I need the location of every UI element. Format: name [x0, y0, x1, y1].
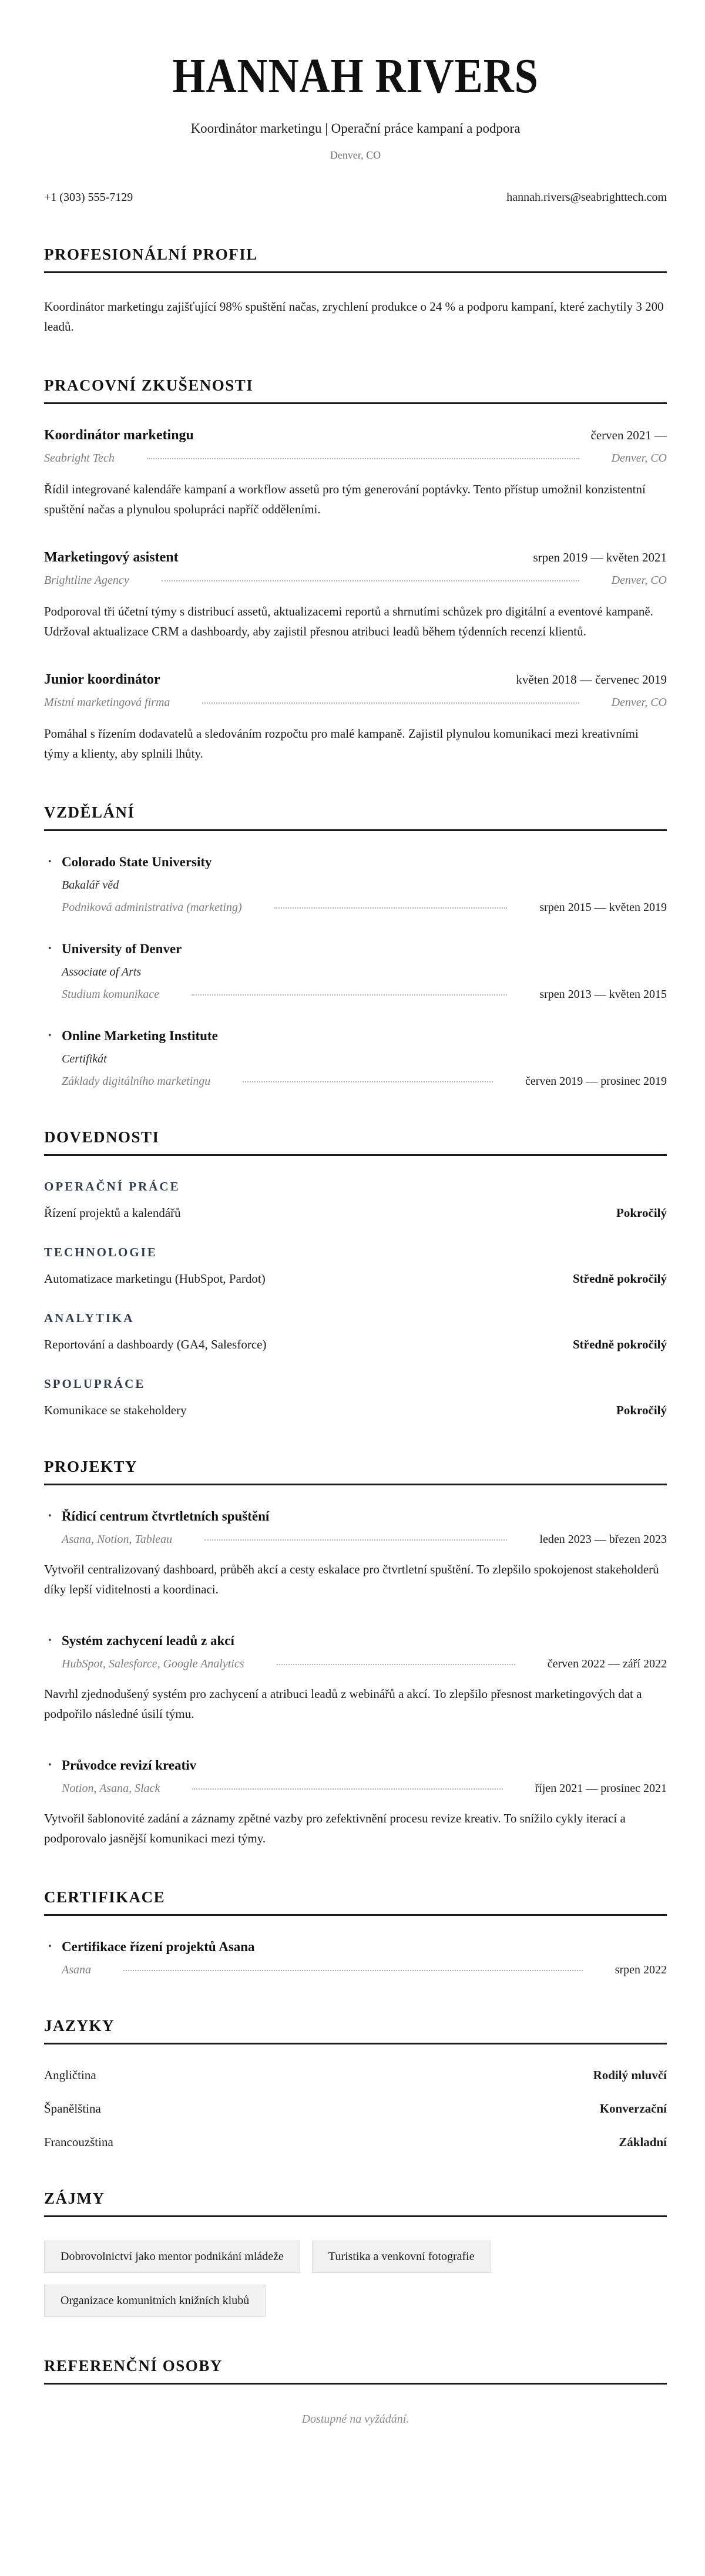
skill-name: Řízení projektů a kalendářů	[44, 1206, 181, 1220]
bullet-icon: ·	[48, 1939, 52, 1954]
education-heading: VZDĚLÁNÍ	[44, 803, 667, 831]
job-entry	[44, 672, 667, 764]
references-note: Dostupné na vyžádání.	[301, 2413, 409, 2426]
dotted-leader	[192, 1788, 502, 1790]
project-entry	[44, 1509, 667, 1599]
skill-category: OPERAČNÍ PRÁCE	[44, 1179, 180, 1194]
dotted-leader	[277, 1664, 515, 1665]
degree: Certifikát	[62, 1052, 107, 1066]
language-level: Základní	[619, 2135, 667, 2150]
interest-chips	[44, 2241, 632, 2317]
experience-heading: PRACOVNÍ ZKUŠENOSTI	[44, 376, 667, 404]
languages-heading: JAZYKY	[44, 2017, 667, 2044]
certification-issuer: Asana	[62, 1963, 91, 1977]
dotted-leader	[192, 994, 507, 996]
school-name: · Online Marketing Institute	[48, 1028, 218, 1044]
section-education	[44, 803, 667, 1088]
section-certifications	[44, 1888, 667, 1977]
language-name: Francouzština	[44, 2135, 113, 2150]
section-interests	[44, 2190, 667, 2317]
skill-group	[44, 1245, 667, 1286]
job-dates: srpen 2019 — květen 2021	[533, 550, 667, 565]
section-languages	[44, 2017, 667, 2150]
section-experience	[44, 376, 667, 764]
skill-level: Středně pokročilý	[572, 1337, 667, 1352]
skill-level: Pokročilý	[616, 1206, 667, 1220]
skill-level: Středně pokročilý	[572, 1272, 667, 1286]
job-description: Řídil integrované kalendáře kampaní a workflow assetů pro tým generování poptávky. Tento přístup umožnil konzistentní spuštění načas a plynulou spolupráci napříč odděleními.	[44, 482, 646, 517]
education-dates: srpen 2013 — květen 2015	[539, 988, 667, 1001]
job-location: Denver, CO	[611, 574, 667, 587]
language-level: Konverzační	[599, 2101, 667, 2116]
profile-text: Koordinátor marketingu zajišťující 98% spuštění načas, zrychlení produkce o 24 % a podporu kampaní, které zachytily 3 200 leadů.	[44, 300, 664, 334]
job-title: Junior koordinátor	[44, 672, 160, 688]
email-address: hannah.rivers@seabrighttech.com	[506, 191, 667, 204]
project-tools: HubSpot, Salesforce, Google Analytics	[62, 1657, 244, 1671]
dotted-leader	[123, 1970, 583, 1971]
skill-category: SPOLUPRÁCE	[44, 1377, 146, 1391]
skills-heading: DOVEDNOSTI	[44, 1128, 667, 1156]
certification-name: · Certifikace řízení projektů Asana	[48, 1939, 255, 1955]
section-references	[44, 2357, 667, 2426]
certifications-heading: CERTIFIKACE	[44, 1888, 667, 1916]
section-projects	[44, 1458, 667, 1848]
job-entry	[44, 428, 667, 519]
education-entry	[44, 941, 667, 1001]
job-entry	[44, 550, 667, 641]
skill-group	[44, 1377, 667, 1418]
project-description: Navrhl zjednodušený systém pro zachycení a atribuci leadů z webinářů a akcí. To zlepšilo přesnost marketingových dat a podpořilo následné úsilí týmu.	[44, 1687, 642, 1721]
contact-row	[44, 191, 667, 204]
language-name: Angličtina	[44, 2068, 96, 2083]
job-description: Podporoval tři účetní týmy s distribucí assetů, aktualizacemi reportů a shrnutími schůzek pro digitální a eventové kampaně. Udržoval aktualizace CRM a dashboardy, aby zajistil přesnou atribuci leadů během týdenních recenzí klientů.	[44, 604, 653, 639]
language-row	[44, 2068, 667, 2083]
skill-group	[44, 1311, 667, 1352]
project-description: Vytvořil šablonovité zadání a záznamy zpětné vazby pro zefektivnění procesu revize kreativ. To snížilo cykly iterací a podporovalo jasnější komunikaci mezi týmy.	[44, 1811, 626, 1846]
language-name: Španělština	[44, 2101, 101, 2116]
language-level: Rodilý mluvčí	[593, 2068, 667, 2083]
phone-number: +1 (303) 555-7129	[44, 191, 133, 204]
job-dates: květen 2018 — červenec 2019	[516, 672, 667, 687]
project-dates: červen 2022 — září 2022	[547, 1657, 667, 1671]
skill-name: Reportování a dashboardy (GA4, Salesforce)	[44, 1337, 267, 1352]
bullet-icon: ·	[48, 1028, 52, 1043]
candidate-name: HANNAH RIVERS	[172, 49, 539, 103]
language-row	[44, 2101, 667, 2116]
section-profile	[44, 246, 667, 337]
education-dates: srpen 2015 — květen 2019	[539, 901, 667, 914]
dotted-leader	[162, 580, 579, 581]
certification-entry	[44, 1939, 667, 1977]
field-of-study: Základy digitálního marketingu	[62, 1075, 211, 1088]
bullet-icon: ·	[48, 1757, 52, 1773]
bullet-icon: ·	[48, 1508, 52, 1524]
project-description: Vytvořil centralizovaný dashboard, průběh akcí a cesty eskalace pro čtvrtletní spuštění. To zlepšilo spokojenost stakeholderů díky lepší viditelnosti a koordinaci.	[44, 1562, 659, 1597]
references-heading: REFERENČNÍ OSOBY	[44, 2357, 667, 2385]
degree: Bakalář věd	[62, 879, 119, 892]
candidate-title: Koordinátor marketingu | Operační práce kampaní a podpora	[190, 121, 521, 136]
dotted-leader	[204, 1539, 507, 1541]
projects-heading: PROJEKTY	[44, 1458, 667, 1485]
project-name: · Systém zachycení leadů z akcí	[48, 1633, 234, 1649]
skill-name: Komunikace se stakeholdery	[44, 1403, 187, 1418]
skill-category: TECHNOLOGIE	[44, 1245, 157, 1260]
project-entry	[44, 1633, 667, 1724]
dotted-leader	[243, 1081, 493, 1082]
project-entry	[44, 1758, 667, 1848]
education-dates: červen 2019 — prosinec 2019	[525, 1075, 667, 1088]
interest-chip: Organizace komunitních knižních klubů	[44, 2285, 266, 2317]
job-dates: červen 2021 —	[590, 428, 667, 443]
certification-dates: srpen 2022	[615, 1963, 667, 1977]
bullet-icon: ·	[48, 941, 52, 956]
job-company: Seabright Tech	[44, 452, 115, 465]
job-location: Denver, CO	[611, 696, 667, 709]
dotted-leader	[147, 458, 579, 459]
dotted-leader	[202, 702, 579, 704]
school-name: · University of Denver	[48, 941, 182, 957]
job-company: Brightline Agency	[44, 574, 129, 587]
resume-header	[44, 49, 667, 204]
project-tools: Notion, Asana, Slack	[62, 1782, 160, 1795]
language-row	[44, 2135, 667, 2150]
field-of-study: Studium komunikace	[62, 988, 160, 1001]
job-title: Marketingový asistent	[44, 550, 179, 566]
interest-chip: Turistika a venkovní fotografie	[312, 2241, 491, 2273]
education-entry	[44, 1028, 667, 1088]
bullet-icon: ·	[48, 1633, 52, 1648]
field-of-study: Podniková administrativa (marketing)	[62, 901, 242, 914]
skill-name: Automatizace marketingu (HubSpot, Pardot)	[44, 1272, 266, 1286]
candidate-location: Denver, CO	[330, 149, 381, 161]
interest-chip: Dobrovolnictví jako mentor podnikání mládeže	[44, 2241, 300, 2273]
dotted-leader	[274, 907, 508, 909]
job-company: Místní marketingová firma	[44, 696, 170, 709]
project-name: · Průvodce revizí kreativ	[48, 1757, 197, 1773]
education-entry	[44, 855, 667, 914]
project-tools: Asana, Notion, Tableau	[62, 1533, 173, 1546]
interests-heading: ZÁJMY	[44, 2190, 667, 2217]
degree: Associate of Arts	[62, 966, 142, 979]
job-description: Pomáhal s řízením dodavatelů a sledováním rozpočtu pro malé kampaně. Zajistil plynulou komunikaci mezi kreativními týmy a klienty, aby splnili lhůty.	[44, 727, 639, 761]
job-location: Denver, CO	[611, 452, 667, 465]
project-name: · Řídicí centrum čtvrtletních spuštění	[48, 1508, 270, 1524]
section-skills	[44, 1128, 667, 1418]
profile-heading: PROFESIONÁLNÍ PROFIL	[44, 246, 667, 273]
bullet-icon: ·	[48, 854, 52, 869]
project-dates: leden 2023 — březen 2023	[539, 1533, 667, 1546]
job-title: Koordinátor marketingu	[44, 428, 194, 443]
school-name: · Colorado State University	[48, 854, 212, 870]
project-dates: říjen 2021 — prosinec 2021	[535, 1782, 667, 1795]
skill-group	[44, 1179, 667, 1220]
skill-level: Pokročilý	[616, 1403, 667, 1418]
skill-category: ANALYTIKA	[44, 1311, 135, 1326]
